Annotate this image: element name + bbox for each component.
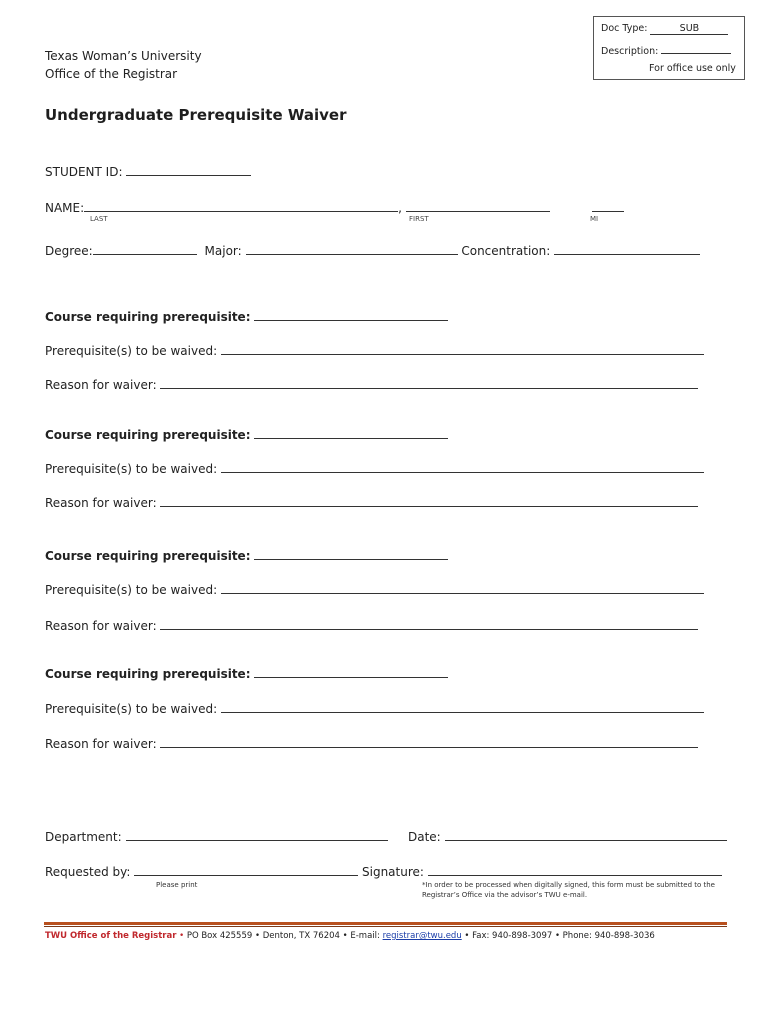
student-id-input[interactable]	[126, 164, 251, 176]
requested-by-input[interactable]	[134, 864, 358, 876]
prereq-input[interactable]	[221, 582, 704, 594]
course-input[interactable]	[254, 666, 448, 678]
course-label: Course requiring prerequisite:	[45, 310, 251, 324]
signature-field	[362, 864, 722, 879]
course-row	[45, 548, 448, 563]
first-caption: FIRST	[409, 215, 429, 223]
course-label: Course requiring prerequisite:	[45, 428, 251, 442]
student-id-field	[45, 164, 251, 179]
course-label: Course requiring prerequisite:	[45, 549, 251, 563]
footer-rule	[44, 922, 727, 925]
major-label: Major:	[204, 244, 242, 258]
course-input[interactable]	[254, 548, 448, 560]
date-input[interactable]	[445, 829, 727, 841]
description-field	[601, 42, 731, 57]
footer-contact	[45, 931, 655, 941]
middle-initial-input[interactable]	[592, 200, 624, 212]
footer-bullet: •	[179, 931, 185, 941]
prereq-label: Prerequisite(s) to be waived:	[45, 583, 218, 597]
footer-email-link[interactable]: registrar@twu.edu	[382, 931, 462, 941]
degree-label: Degree:	[45, 244, 93, 258]
course-input[interactable]	[254, 309, 448, 321]
reason-row	[45, 377, 698, 392]
course-label: Course requiring prerequisite:	[45, 667, 251, 681]
first-name-input[interactable]	[406, 200, 550, 212]
requested-by-label: Requested by:	[45, 865, 131, 879]
course-row	[45, 666, 448, 681]
reason-row	[45, 495, 698, 510]
footer-phone-fax: • Fax: 940-898-3097 • Phone: 940-898-3036	[464, 931, 655, 941]
date-field	[408, 829, 727, 844]
doc-type-value: SUB	[679, 23, 700, 34]
course-input[interactable]	[254, 427, 448, 439]
doc-type-field	[601, 23, 728, 35]
page-title: Undergraduate Prerequisite Waiver	[45, 106, 347, 124]
reason-input[interactable]	[160, 618, 698, 630]
university-name: Texas Woman’s University	[45, 49, 202, 63]
concentration-label: Concentration:	[461, 244, 551, 258]
department-field	[45, 829, 388, 844]
student-id-label: STUDENT ID:	[45, 165, 123, 179]
reason-input[interactable]	[160, 495, 698, 507]
reason-row	[45, 618, 698, 633]
course-row	[45, 309, 448, 324]
prereq-row	[45, 343, 704, 358]
reason-row	[45, 736, 698, 751]
prereq-input[interactable]	[221, 461, 704, 473]
mi-caption: MI	[590, 215, 599, 223]
footer-address: PO Box 425559 • Denton, TX 76204 • E-mail:	[186, 931, 380, 941]
course-row	[45, 427, 448, 442]
requested-by-field	[45, 864, 358, 879]
major-input[interactable]	[246, 243, 458, 255]
description-input[interactable]	[661, 42, 731, 54]
digital-signature-note-line2: Registrar’s Office via the advisor’s TWU e-mail.	[422, 891, 588, 899]
reason-label: Reason for waiver:	[45, 378, 157, 392]
degree-row	[45, 243, 700, 258]
prereq-label: Prerequisite(s) to be waived:	[45, 462, 218, 476]
department-label: Department:	[45, 830, 122, 844]
doc-type-input[interactable]	[650, 23, 728, 35]
name-field	[45, 200, 624, 215]
degree-input[interactable]	[93, 243, 197, 255]
name-comma: ,	[398, 201, 402, 215]
last-caption: LAST	[90, 215, 108, 223]
concentration-input[interactable]	[554, 243, 700, 255]
office-use-caption: For office use only	[649, 63, 736, 74]
last-name-input[interactable]	[84, 200, 398, 212]
reason-label: Reason for waiver:	[45, 737, 157, 751]
prereq-row	[45, 701, 704, 716]
reason-label: Reason for waiver:	[45, 496, 157, 510]
office-name: Office of the Registrar	[45, 67, 178, 81]
prereq-input[interactable]	[221, 343, 704, 355]
date-label: Date:	[408, 830, 441, 844]
footer-rule-thin	[44, 926, 727, 927]
name-label: NAME:	[45, 201, 85, 215]
reason-label: Reason for waiver:	[45, 619, 157, 633]
doc-type-label: Doc Type:	[601, 23, 648, 34]
prereq-label: Prerequisite(s) to be waived:	[45, 344, 218, 358]
please-print-caption: Please print	[156, 881, 198, 889]
prereq-row	[45, 582, 704, 597]
digital-signature-note-line1: *In order to be processed when digitally signed, this form must be submitted to the	[422, 881, 715, 889]
description-label: Description:	[601, 46, 659, 57]
reason-input[interactable]	[160, 377, 698, 389]
prereq-label: Prerequisite(s) to be waived:	[45, 702, 218, 716]
reason-input[interactable]	[160, 736, 698, 748]
footer-org: TWU Office of the Registrar	[45, 931, 177, 941]
department-input[interactable]	[126, 829, 388, 841]
signature-label: Signature:	[362, 865, 424, 879]
prereq-input[interactable]	[221, 701, 704, 713]
signature-input[interactable]	[428, 864, 722, 876]
prereq-row	[45, 461, 704, 476]
